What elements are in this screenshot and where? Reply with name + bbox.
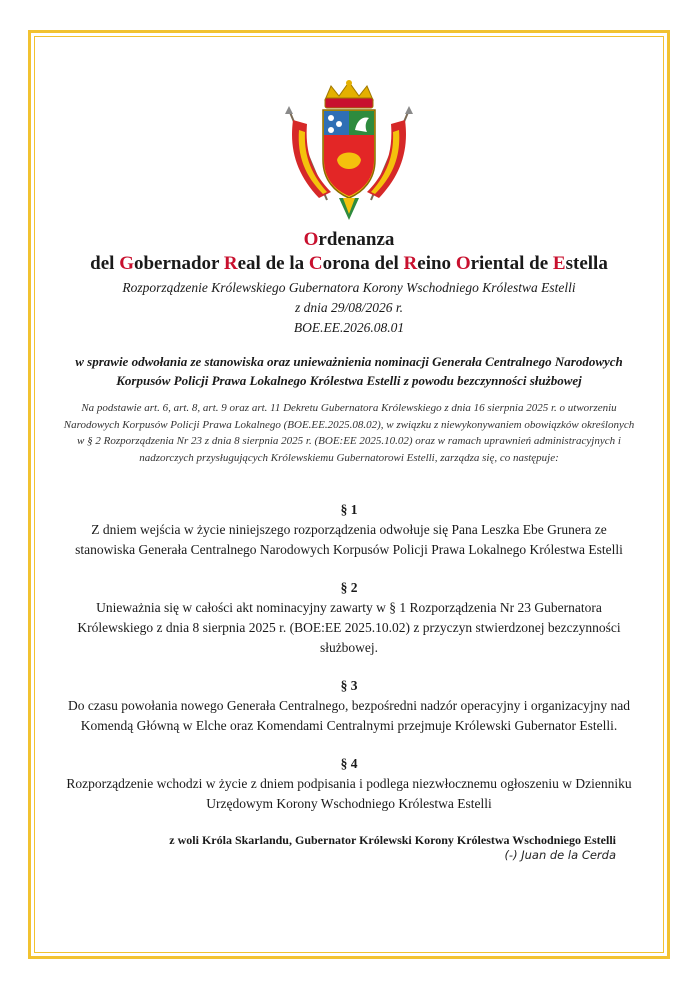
document-title: Ordenanza <box>303 229 395 250</box>
section-4 <box>60 754 638 814</box>
document-body <box>60 228 638 862</box>
coat-of-arms-icon <box>279 80 419 222</box>
section-3 <box>60 676 638 736</box>
section-text: Rozporządzenie wchodzi w życie z dniem podpisania i podlega niezwłocznemu ogłoszeniu w Dzienniku Urzędowym Korony Wschodniego Królestwa Estelli <box>66 776 632 811</box>
document-subject: w sprawie odwołania ze stanowiska oraz unieważnienia nominacji Generała Centralnego Narodowych Korpusów Policji Prawa Lokalnego Królestwa Estelli z powodu bezczynności służbowej <box>75 354 623 388</box>
section-heading: § 4 <box>340 756 358 771</box>
section-heading: § 1 <box>340 502 358 517</box>
polish-title: Rozporządzenie Królewskiego Gubernatora Korony Wschodniego Królestwa Estelli <box>122 280 576 295</box>
section-heading: § 3 <box>340 678 358 693</box>
document-issuer: del Gobernador Real de la Corona del Reino Oriental de Estella <box>90 253 608 274</box>
section-text: Do czasu powołania nowego Generała Centralnego, bezpośredni nadzór operacyjny i organizacyjny nad Komendą Główną w Elche oraz Komendami Centralnymi przejmuje Królewski Gubernator Estelli. <box>67 698 631 733</box>
document-date: z dnia 29/08/2026 r. <box>294 300 403 315</box>
section-text: Unieważnia się w całości akt nominacyjny zawarty w § 1 Rozporządzenia Nr 23 Gubernatora Królewskiego z dnia 8 sierpnia 2025 r. (BOE:EE 2025.10.02) z przyczyn stwierdzonej bezczynności służbowej. <box>77 600 621 655</box>
signing-authority: z woli Króla Skarlandu, Gubernator Królewski Korony Królestwa Wschodniego Estelli <box>169 833 616 847</box>
section-text: Z dniem wejścia w życie niniejszego rozporządzenia odwołuje się Pana Leszka Ebe Grunera ze stanowiska Generała Centralnego Narodowych Korpusów Policji Prawa Lokalnego Królestwa Estelli <box>75 522 623 557</box>
section-heading: § 2 <box>340 580 358 595</box>
legal-basis: Na podstawie art. 6, art. 8, art. 9 oraz art. 11 Dekretu Gubernatora Królewskiego z dnia 16 sierpnia 2025 r. o utworzeniu Narodowych Korpusów Policji Prawa Lokalnego (BOE.EE.2025.08.02), w związku z niewykonywaniem obowiązków określonych w § 2 Rozporządzenia Nr 23 z dnia 8 sierpnia 2025 r. (BOE:EE 2025.10.02) oraz w ramach uprawnień administracyjnych i nadzorczych przysługujących Królewskiemu Gubernatorowi Estelli, zarządza się, co następuje: <box>63 402 635 464</box>
reference-number: BOE.EE.2026.08.01 <box>293 320 405 335</box>
section-2 <box>60 578 638 658</box>
signature: (-) Juan de la Cerda <box>504 848 616 862</box>
section-1 <box>60 500 638 560</box>
